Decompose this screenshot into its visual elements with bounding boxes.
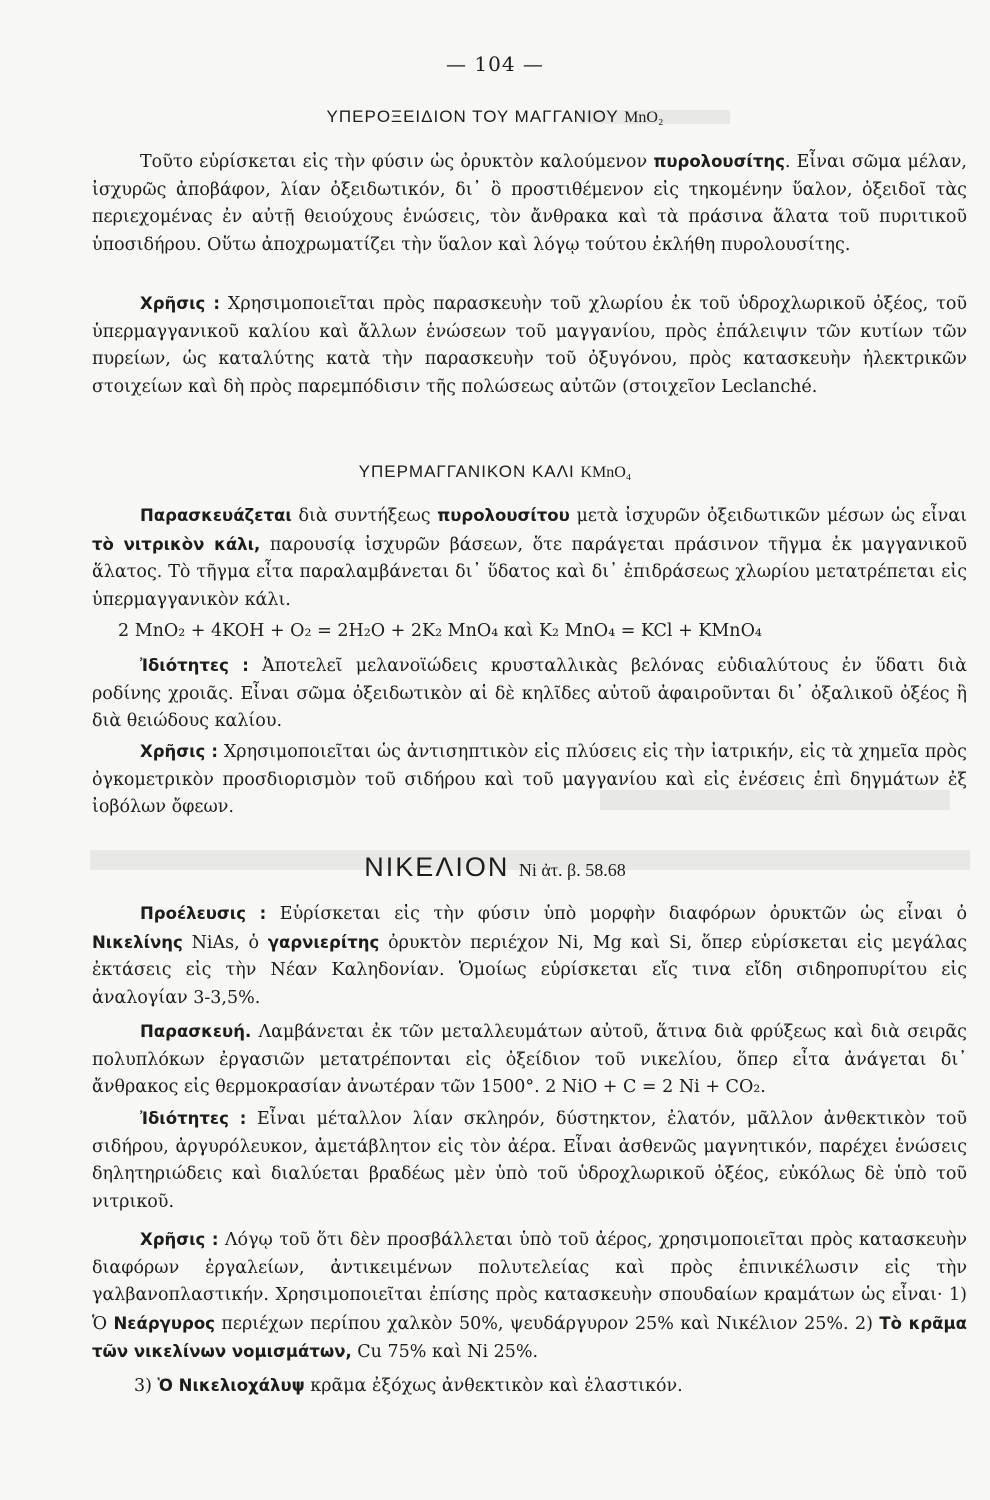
paragraph-use — [92, 1226, 967, 1367]
text: Λόγῳ τοῦ ὅτι δὲν προσβάλλεται ὑπὸ τοῦ ἀέρος, χρησιμοποιεῖται πρὸς κατασκευὴν διαφόρων ἐργαλείων, ἀντικειμένων πολυτελείας καὶ πρὸς ἐπινικέλωσιν εἰς τὴν γαλβανοπλαστικήν. Χρησιμοποιεῖται ἐπίσης πρὸς κατασκευὴν σπουδαίων κραμάτων ὡς εἶναι· 1) Ὁ — [92, 1230, 967, 1334]
label-use: Χρῆσις : — [140, 742, 218, 761]
paragraph-properties — [92, 652, 967, 736]
label-use: Χρῆσις : — [140, 294, 221, 313]
title-formula: MnO₂ — [624, 109, 664, 126]
text: Cu 75% καὶ Ni 25%. — [351, 1342, 539, 1363]
text: παρουσίᾳ ἰσχυρῶν βάσεων, ὅτε παράγεται πράσινον τῆγμα ἐκ μαγγανικοῦ ἅλατος. Τὸ τῆγμα εἶτα παραλαμβάνεται δι᾽ ὕδατος καὶ δι᾽ ἐπιδράσεως χλωρίου μετατρέπεται εἰς ὑπερμαγγανικὸν κάλι. — [92, 534, 968, 610]
paragraph-alloy-3 — [92, 1372, 967, 1401]
text: Τοῦτο εὑρίσκεται εἰς τὴν φύσιν ὡς ὀρυκτὸν καλούμενον — [140, 152, 654, 172]
paragraph-properties — [92, 1105, 967, 1216]
section-title-manganese-dioxide — [0, 107, 990, 127]
label-origin: Προέλευσις : — [140, 904, 267, 923]
text: διὰ συντήξεως — [291, 506, 438, 526]
title-formula: Ni ἀτ. β. 58.68 — [518, 860, 626, 880]
title-formula: KMnO₄ — [580, 464, 632, 481]
label-preparation: Παρασκευάζεται — [140, 506, 292, 525]
paragraph-use — [92, 738, 967, 822]
title-text: ΥΠΕΡΜΑΓΓΑΝΙΚΟΝ ΚΑΛΙ — [358, 462, 575, 481]
text: περιέχων περίπου χαλκὸν 50%, ψευδάργυρον 25% καὶ Νικέλιον 25%. 2) — [214, 1313, 880, 1334]
title-text: ΝΙΚΕΛΙΟΝ — [364, 852, 510, 882]
bold-term: Νεάργυρος — [113, 1313, 215, 1333]
paragraph-preparation — [92, 1018, 967, 1102]
section-title-nickel — [0, 852, 990, 883]
paragraph-intro — [92, 148, 967, 259]
bold-term: Ὁ Νικελιοχάλυψ — [157, 1376, 305, 1395]
bold-term: Νικελίνης — [92, 932, 183, 952]
text: Εὑρίσκεται εἰς τὴν φύσιν ὑπὸ μορφὴν διαφόρων ὀρυκτῶν ὡς εἶναι ὁ — [266, 904, 968, 924]
paragraph-use — [92, 290, 967, 401]
text: Ἀποτελεῖ μελανοϊώδεις κρυσταλλικὰς βελόνας εὐδιαλύτους ἐν ὕδατι διὰ ροδίνης χροιᾶς. Εἶναι σῶμα ὀξειδωτικὸν αἱ δὲ κηλῖδες αὐτοῦ ἀφαιροῦνται δι᾽ ὀξαλικοῦ ὀξέος ἢ διὰ θειώδους καλίου. — [92, 656, 967, 732]
label-preparation: Παρασκευή. — [140, 1022, 252, 1041]
text: NiAs, ὁ — [182, 932, 268, 953]
label-properties: Ἰδιότητες : — [140, 1109, 247, 1128]
title-text: ΥΠΕΡΟΞΕΙΔΙΟΝ ΤΟΥ ΜΑΓΓΑΝΙΟΥ — [326, 107, 619, 126]
text: κρᾶμα ἐξόχως ἀνθεκτικὸν καὶ ἐλαστικόν. — [304, 1376, 683, 1396]
page-number: — 104 — — [446, 52, 544, 76]
text: μετὰ ἰσχυρῶν ὀξειδωτικῶν μέσων ὡς εἶναι — [569, 506, 967, 526]
text: 3) — [134, 1376, 158, 1396]
bold-term: πυρολουσίτης — [653, 152, 785, 171]
bold-term: τὸ νιτρικὸν κάλι, — [92, 534, 261, 554]
bold-term: γαρνιερίτης — [267, 932, 380, 952]
bold-term: Τὸ κρᾶμα τῶν νικελίνων νομισμάτων, — [92, 1313, 967, 1362]
label-properties: Ἰδιότητες : — [140, 656, 249, 675]
text: Εἶναι μέταλλον λίαν σκληρόν, δύστηκτον, ἐλατόν, μᾶλλον ἀνθεκτικὸν τοῦ σιδήρου, ἀργυρόλευκον, ἀμετάβλητον εἰς τὸν ἀέρα. Εἶναι ἀσθενῶς μαγνητικόν, παρέχει ἑνώσεις δηλητηριώδεις καὶ διαλύεται βραδέως μὲν ὑπὸ τοῦ ὑδροχλωρικοῦ ὀξέος, εὐκόλως δὲ ὑπὸ τοῦ νιτρικοῦ. — [92, 1109, 967, 1212]
text: Χρησιμοποιεῖται ὡς ἀντισηπτικὸν εἰς πλύσεις εἰς τὴν ἰατρικήν, εἰς τὰ χημεῖα πρὸς ὀγκομετρικὸν προσδιορισμὸν τοῦ σιδήρου καὶ τοῦ μαγγανίου καὶ εἰς ἐνέσεις ἐπὶ δηγμάτων ἐξ ἰοβόλων ὄφεων. — [92, 742, 967, 818]
text: Χρησιμοποιεῖται πρὸς παρασκευὴν τοῦ χλωρίου ἐκ τοῦ ὑδροχλωρικοῦ ὀξέος, τοῦ ὑπερμαγγανικοῦ καλίου καὶ ἄλλων ἑνώσεων τοῦ μαγγανίου, πρὸς ἐπάλειψιν τῶν κυτίων τῶν πυρείων, ὡς καταλύτης κατὰ τὴν παρασκευὴν τοῦ ὀξυγόνου, πρὸς κατασκευὴν ἠλεκτρικῶν στοιχείων καὶ δὴ πρὸς παρεμπόδισιν τῆς πολώσεως αὐτῶν (στοιχεῖον Leclanché. — [92, 294, 968, 397]
section-title-permanganate — [0, 462, 990, 482]
text: Λαμβάνεται ἐκ τῶν μεταλλευμάτων αὐτοῦ, ἅτινα διὰ φρύξεως καὶ διὰ σειρᾶς πολυπλόκων ἐργασιῶν μετατρέπονται εἰς ὀξείδιον τοῦ νικελίου, ὅπερ εἶτα ἀνάγεται δι᾽ ἄνθρακος εἰς θερμοκρασίαν ἀνωτέραν τῶν 1500°. 2 NiO + C = 2 Ni + CO₂. — [92, 1022, 967, 1098]
label-use: Χρῆσις : — [140, 1230, 219, 1249]
paragraph-preparation — [92, 502, 967, 614]
paragraph-origin — [92, 900, 967, 1012]
text: ὀρυκτὸν περιέχον Ni, Mg καὶ Si, ὅπερ εὑρίσκεται εἰς μεγάλας ἐκτάσεις εἰς τὴν Νέαν Καληδονίαν. Ὁμοίως εὑρίσκεται εἴς τινα εἴδη σιδηροπυρίτου εἰς ἀναλογίαν 3-3,5%. — [92, 932, 967, 1008]
text: . Εἶναι σῶμα μέλαν, ἰσχυρῶς ἀποβάφον, λίαν ὀξειδωτικόν, δι᾽ ὃ προστιθέμενον εἰς τηκομένην ὕαλον, ὀξειδοῖ τὰς περιεχομένας ἐν αὐτῇ θειούχους ἑνώσεις, τὸν ἄνθρακα καὶ τὰ πράσινα ἅλατα τοῦ πυριτικοῦ ὑποσιδήρου. Οὕτω ἀποχρωματίζει τὴν ὕαλον καὶ λόγῳ τούτου ἐκλήθη πυρολουσίτης. — [92, 152, 967, 255]
bold-term: πυρολουσίτου — [437, 506, 570, 525]
chemical-equation: 2 MnO₂ + 4KOH + O₂ = 2H₂O + 2K₂ MnO₄ καὶ K₂ MnO₄ = KCl + KMnO₄ — [118, 621, 762, 641]
